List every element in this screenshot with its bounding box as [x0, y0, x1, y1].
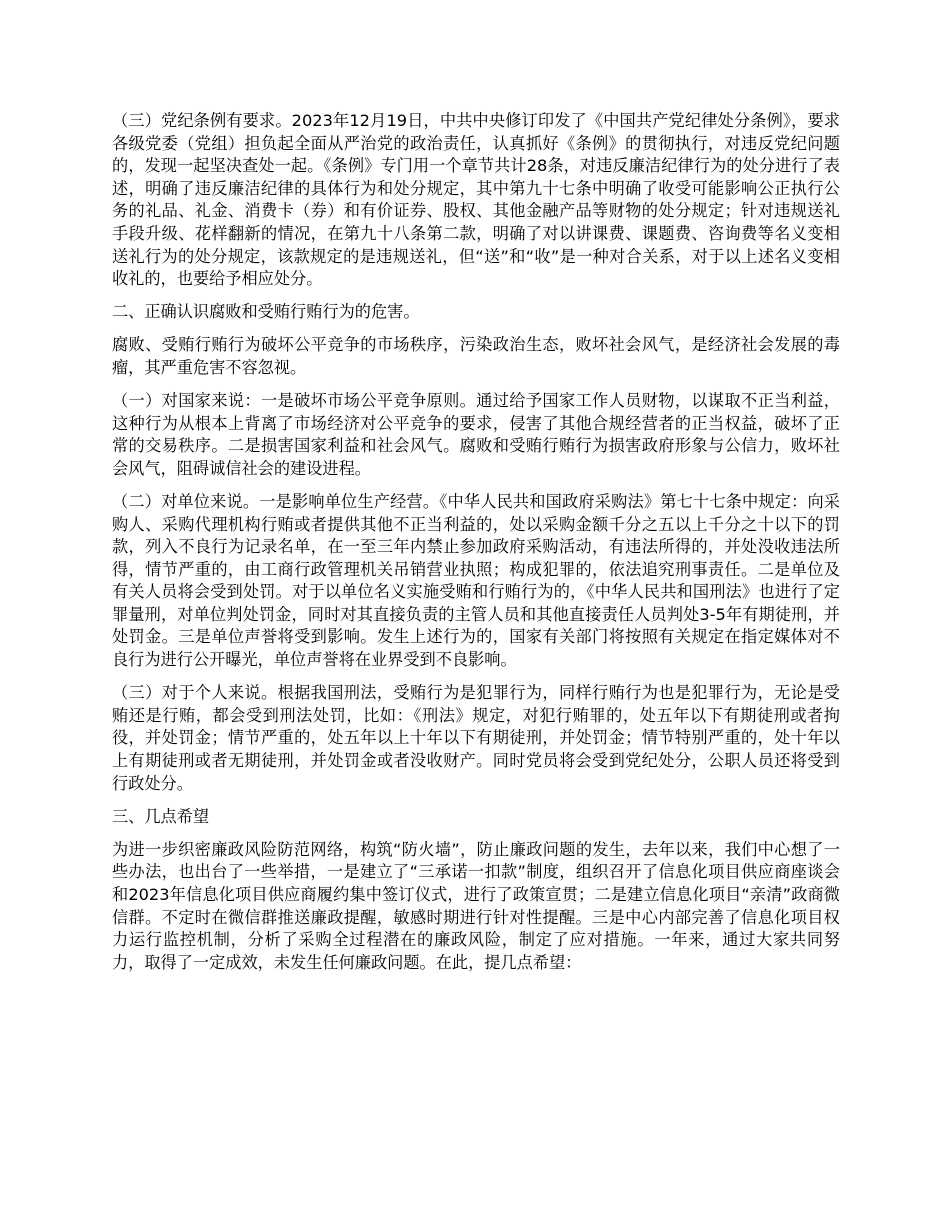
paragraph-party-discipline: （三）党纪条例有要求。2023年12月19日，中共中央修订印发了《中国共产党纪律处分条例》，要求各级党委（党组）担负起全面从严治党的政治责任，认真抓好《条例》的贯彻执行，对违反党纪问题的，发现一起坚决查处一起。《条例》专门用一个章节共计28条，对违反廉洁纪律行为的处分进行了表述，明确了违反廉洁纪律的具体行为和处分规定，其中第九十七条中明确了收受可能影响公正执行公务的礼品、礼金、消费卡（券）和有价证券、股权、其他金融产品等财物的处分规定；针对违规送礼手段升级、花样翻新的情况，在第九十八条第二款，明确了对以讲课费、课题费、咨询费等名义变相送礼行为的处分规定，该款规定的是违规送礼，但“送”和“收”是一种对合关系，对于以上述名义变相收礼的，也要给予相应处分。: [112, 111, 840, 289]
section-heading-harms: 二、正确认识腐败和受贿行贿行为的危害。: [112, 302, 420, 322]
paragraph-harm-to-unit: （二）对单位来说。一是影响单位生产经营。《中华人民共和国政府采购法》第七十七条中规定：向采购人、采购代理机构行贿或者提供其他不正当利益的，处以采购金额千分之五以上千分之十以下的罚款，列入不良行为记录名单，在一至三年内禁止参加政府采购活动，有违法所得的，并处没收违法所得，情节严重的，由工商行政管理机关吊销营业执照；构成犯罪的，依法追究刑事责任。二是单位及有关人员将会受到处罚。对于以单位名义实施受贿和行贿行为的，《中华人民共和国刑法》也进行了定罪量刑，对单位判处罚金，同时对其直接负责的主管人员和其他直接责任人员判处3-5年有期徒刑，并处罚金。三是单位声誉将受到影响。发生上述行为的，国家有关部门将按照有关规定在指定媒体对不良行为进行公开曝光，单位声誉将在业界受到不良影响。: [112, 491, 840, 670]
paragraph-harm-to-state: （一）对国家来说：一是破坏市场公平竞争原则。通过给予国家工作人员财物，以谋取不正当利益，这种行为从根本上背离了市场经济对公平竞争的要求，侵害了其他合规经营者的正当权益，破坏了正常的交易秩序。二是损害国家利益和社会风气。腐败和受贿行贿行为损害政府形象与公信力，败坏社会风气，阻碍诚信社会的建设进程。: [112, 391, 840, 478]
document-body: [112, 110, 840, 985]
paragraph-hopes-intro: 为进一步织密廉政风险防范网络，构筑“防火墙”，防止廉政问题的发生，去年以来，我们中心想了一些办法，也出台了一些举措，一是建立了“三承诺一扣款”制度，组织召开了信息化项目供应商座谈会和2023年信息化项目供应商履约集中签订仪式，进行了政策宣贯；二是建立信息化项目“亲清”政商微信群。不定时在微信群推送廉政提醒，敏感时期进行针对性提醒。三是中心内部完善了信息化项目权力运行监控机制，分析了采购全过程潜在的廉政风险，制定了应对措施。一年来，通过大家共同努力，取得了一定成效，未发生任何廉政问题。在此，提几点希望：: [112, 839, 840, 972]
paragraph-harm-to-individual: （三）对于个人来说。根据我国刑法，受贿行为是犯罪行为，同样行贿行为也是犯罪行为，无论是受贿还是行贿，都会受到刑法处罚，比如：《刑法》规定，对犯行贿罪的，处五年以下有期徒刑或者拘役，并处罚金；情节严重的，处五年以上十年以下有期徒刑，并处罚金；情节特别严重的，处十年以上有期徒刑或者无期徒刑，并处罚金或者没收财产。同时党员将会受到党纪处分，公职人员还将受到行政处分。: [112, 683, 840, 793]
paragraph-harms-intro: 腐败、受贿行贿行为破坏公平竞争的市场秩序，污染政治生态，败坏社会风气，是经济社会发展的毒瘤，其严重危害不容忽视。: [112, 335, 840, 377]
section-heading-hopes: 三、几点希望: [112, 806, 210, 826]
